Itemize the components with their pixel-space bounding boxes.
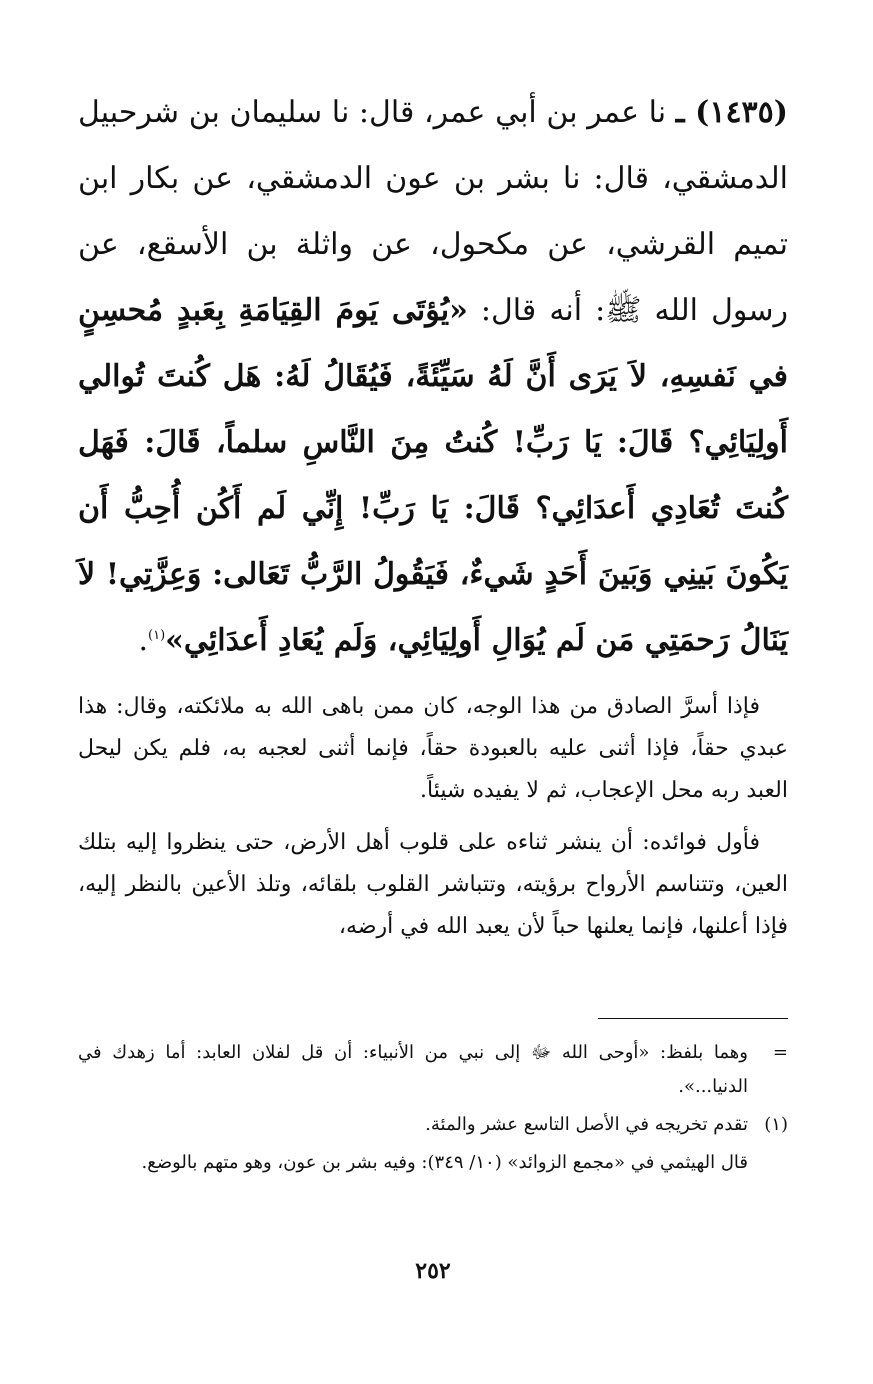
hadith-paragraph <box>78 80 788 674</box>
hadith-number: (١٤٣٥) ـ <box>675 95 788 130</box>
footnote-reference[interactable]: (١) <box>148 628 166 643</box>
footnote-text: وهما بلفظ: «أوحى الله ﷻ إلى نبي من الأنبياء: أن قل لفلان العابد: أما زهدك في الدنيا...». <box>78 1042 748 1097</box>
hadith-matn: «يُؤتَى يَومَ القِيَامَةِ بِعَبدٍ مُحسِنٍ في نَفسِهِ، لاَ يَرَى أَنَّ لَهُ سَيِّئَةً، فَيُقَالُ لَهُ: هَل كُنتَ تُوالي أَولِيَائِي؟ قَالَ: يَا رَبِّ! كُنتُ مِنَ النَّاسِ سلماً، قَالَ: فَهَل كُنتَ تُعَادِي أَعدَائِي؟ قَالَ: يَا رَبِّ! إِنِّي لَم أَكُن أُحِبُّ أَن يَكُونَ بَينِي وَبَينَ أَحَدٍ شَيءٌ، فَيَقُولُ الرَّبُّ تَعَالى: وَعِزَّتِي! لاَ يَنَالُ رَحمَتِي مَن لَم يُوَالِ أَولِيَائِي، وَلَم يُعَادِ أَعدَائِي» <box>78 293 788 658</box>
footnote-mark: (١) <box>764 1114 788 1135</box>
hadith-end-mark: . <box>138 623 148 658</box>
footnote-text: تقدم تخريجه في الأصل التاسع عشر والمئة. <box>425 1114 748 1135</box>
footnote-text: قال الهيثمي في «مجمع الزوائد» (١٠/ ٣٤٩): وفيه بشر بن عون، وهو متهم بالوضع. <box>141 1152 748 1173</box>
footnote-separator <box>598 1018 788 1019</box>
footnote-1-note <box>78 1146 788 1180</box>
commentary-paragraph-2: فأول فوائده: أن ينشر ثناءه على قلوب أهل الأرض، حتى ينظروا إليه بتلك العين، وتتناسم الأرواح برؤيته، وتتباشر القلوب بلقائه، وتلذ الأعين بالنظر إليه، فإذا أعلنها، فإنما يعلنها حباً لأن يعبد الله في أرضه، <box>78 830 788 939</box>
footnote-mark <box>748 1146 788 1180</box>
hadith-isnad: نا عمر بن أبي عمر، قال: نا سليمان بن شرحبيل الدمشقي، قال: نا بشر بن عون الدمشقي، عن بكار ابن تميم القرشي، عن مكحول، عن واثلة بن الأسقع، عن رسول الله ﷺ: أنه قال: <box>78 95 788 328</box>
footnote-mark: = <box>772 1042 788 1063</box>
footnotes <box>78 1036 788 1184</box>
page-number: ٢٥٢ <box>415 1258 451 1284</box>
book-page <box>78 80 788 1320</box>
commentary-paragraph-1: فإذا أسرَّ الصادق من هذا الوجه، كان ممن باهى الله به ملائكته، وقال: هذا عبدي حقاً، فإذا أثنى عليه بالعبودة حقاً، فإنما أثنى لعجبه به، فلم يكن ليحل العبد ربه محل الإعجاب، ثم لا يفيده شيئاً. <box>78 694 788 803</box>
footnote-1 <box>78 1108 788 1142</box>
footnote-continuation <box>78 1036 788 1104</box>
